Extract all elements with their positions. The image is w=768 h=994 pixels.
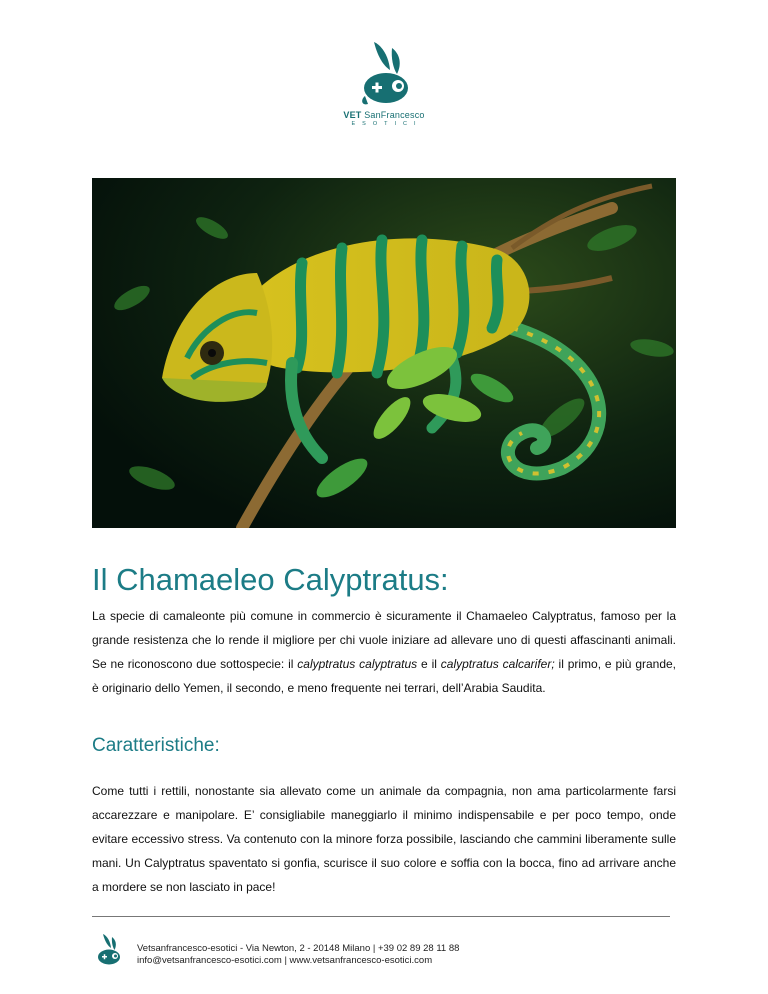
logo-brand-text: VET SanFrancesco <box>343 110 425 120</box>
footer-logo[interactable] <box>92 931 124 972</box>
intro-paragraph: La specie di camaleonte più comune in commercio è sicuramente il Chamaeleo Calyptratus, famoso per la grande resistenza che lo rende il migliore per chi vuole iniziare ad allevare uno di questi affascinanti animali. Se ne riconoscono due sottospecie: il calyptratus calyptratus e il calyptratus calcarifer; il primo, e più grande, è originario dello Yemen, il secondo, e meno frequente nei terrari, dell’Arabia Saudita. <box>92 609 677 695</box>
vet-logo[interactable] <box>340 36 428 127</box>
section-paragraph: Come tutti i rettili, nonostante sia allevato come un animale da compagnia, non ama particolarmente farsi accarezzare e manipolare. E’ consigliabile maneggiarlo il minimo indispensabile e per poco tempo, onde evitare eccessivo stress. Va contenuto con la minore forza possibile, lasciando che cammini liberamente sulle mani. Un Calyptratus spaventato si gonfia, scurisce il suo colore e soffia con la bocca, fino ad arrivare anche a mordere se non lasciato in pace! <box>92 784 676 894</box>
rabbit-footer-icon <box>92 931 124 967</box>
footer-address: Vetsanfrancesco-esotici - Via Newton, 2 - 20148 Milano | +39 02 89 28 11 88 <box>137 943 460 954</box>
footer-links[interactable]: info@vetsanfrancesco-esotici.com | www.vetsanfrancesco-esotici.com <box>137 955 433 966</box>
section-title: Caratteristiche: <box>92 735 220 756</box>
rabbit-logo-icon <box>352 36 416 108</box>
page-title: Il Chamaeleo Calyptratus: <box>92 562 449 597</box>
logo-subtitle: ESOTICI <box>351 121 423 127</box>
footer-divider <box>92 916 670 917</box>
footer-contact <box>137 943 459 967</box>
chameleon-photo <box>92 178 676 528</box>
